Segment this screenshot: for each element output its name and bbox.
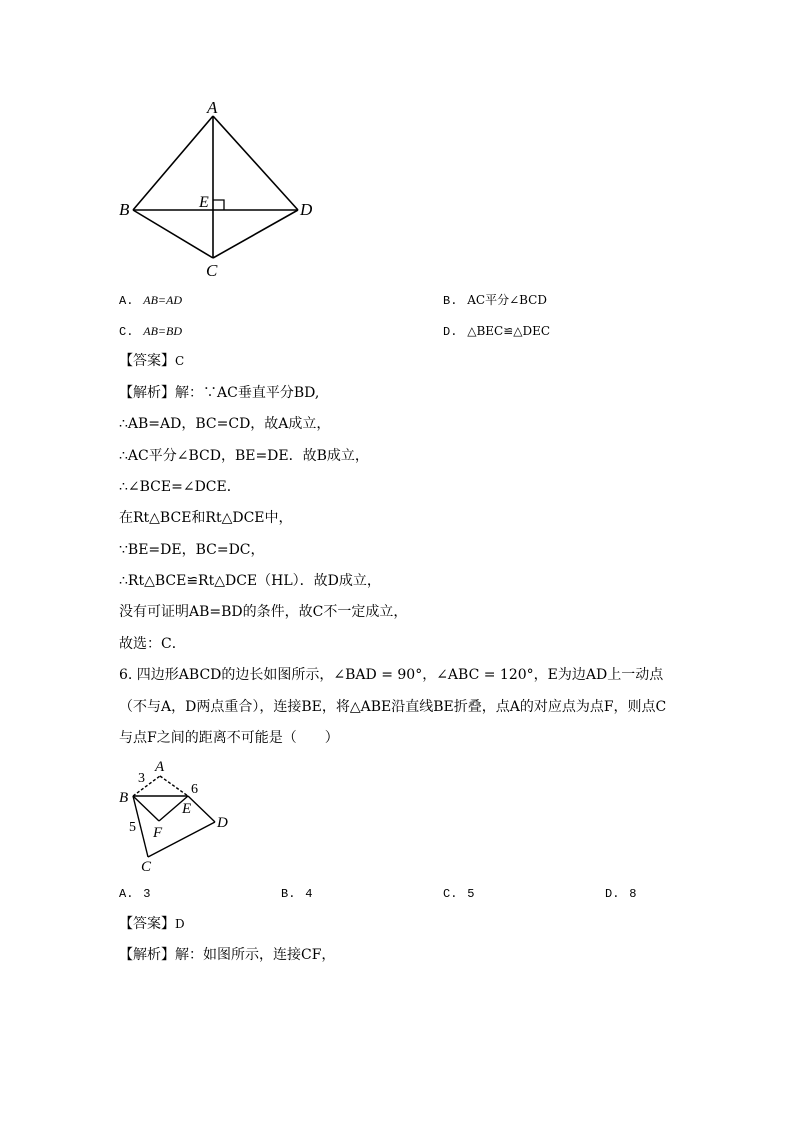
q6-option-b [281, 885, 312, 902]
option-key: C. [443, 887, 458, 901]
label-b: B [119, 790, 129, 806]
segment-ae-dashed [160, 776, 188, 796]
label-d: D [217, 815, 228, 831]
right-angle-mark [213, 200, 224, 210]
q5-option-b [443, 292, 547, 309]
option-text: AB=BD [143, 324, 182, 338]
label-f: F [153, 825, 163, 841]
label-d: D [300, 200, 313, 219]
label-3: 3 [138, 771, 145, 786]
q5-option-c [119, 323, 182, 340]
analysis-text: 解：如图所示，连接CF， [175, 947, 336, 963]
label-5: 5 [129, 820, 136, 835]
label-c: C [206, 261, 218, 280]
option-key: B. [443, 294, 458, 308]
analysis-text: 解：∵AC垂直平分BD, [175, 385, 320, 401]
q6-stem-line-2: （不与A，D两点重合），连接BE，将△ABE沿直线BE折叠，点A的对应点为点F，则点C [119, 699, 667, 715]
option-text: AB=AD [143, 293, 182, 307]
q6-option-d [605, 885, 636, 902]
segment-bc [133, 210, 213, 258]
option-text: 8 [629, 887, 637, 901]
segment-bf [133, 796, 159, 821]
answer-value: C [175, 354, 185, 368]
label-e: E [199, 194, 209, 211]
option-key: A. [119, 294, 134, 308]
label-6: 6 [191, 782, 198, 797]
q5-analysis-line-8: 没有可证明AB=BD的条件，故C不一定成立， [119, 604, 408, 620]
segment-ed [188, 796, 215, 822]
q5-analysis-line-3: ∴AC平分∠BCD，BE=DE．故B成立， [119, 448, 369, 464]
q5-analysis-line-1 [119, 384, 319, 402]
option-text: △BEC≌△DEC [467, 324, 551, 338]
option-key: D. [605, 887, 620, 901]
analysis-label: 【解析】 [119, 947, 175, 963]
label-c: C [141, 859, 152, 875]
q6-answer [119, 915, 185, 933]
answer-value: D [175, 917, 185, 931]
q5-analysis-line-5: 在Rt△BCE和Rt△DCE中， [119, 510, 293, 526]
q6-option-a [119, 885, 150, 902]
q5-option-a [119, 292, 182, 309]
option-text: AC平分∠BCD [467, 293, 547, 307]
label-a: A [155, 759, 165, 775]
option-key: A. [119, 887, 134, 901]
option-text: 5 [467, 887, 475, 901]
segment-ad [213, 116, 298, 210]
q5-analysis-line-4: ∴∠BCE=∠DCE． [119, 479, 241, 495]
answer-label: 【答案】 [119, 353, 175, 369]
label-b: B [119, 200, 130, 219]
figure-kite-abcd [0, 0, 794, 300]
option-text: 3 [143, 887, 151, 901]
q5-answer [119, 352, 184, 370]
q6-stem-line-1: 6. 四边形ABCD的边长如图所示，∠BAD = 90°，∠ABC = 120°，E为边AD上一动点 [119, 667, 664, 683]
segment-cd [213, 210, 298, 258]
q5-option-d [443, 323, 550, 340]
option-key: B. [281, 887, 296, 901]
q6-option-c [443, 885, 474, 902]
q5-analysis-line-7: ∴Rt△BCE≌Rt△DCE（HL）．故D成立， [119, 573, 381, 589]
q5-analysis-line-6: ∵BE=DE，BC=DC， [119, 542, 265, 558]
label-e: E [182, 801, 192, 817]
answer-label: 【答案】 [119, 916, 175, 932]
q6-analysis [119, 946, 335, 964]
option-key: C. [119, 325, 134, 339]
analysis-label: 【解析】 [119, 385, 175, 401]
label-a: A [207, 98, 218, 117]
q5-analysis-line-2: ∴AB=AD，BC=CD，故A成立， [119, 416, 331, 432]
option-key: D. [443, 325, 458, 339]
option-text: 4 [305, 887, 313, 901]
q5-analysis-line-9: 故选：C． [119, 636, 186, 652]
figure-quadrilateral-fold [0, 750, 794, 890]
q6-stem-line-3: 与点F之间的距离不可能是（ ） [119, 730, 339, 746]
